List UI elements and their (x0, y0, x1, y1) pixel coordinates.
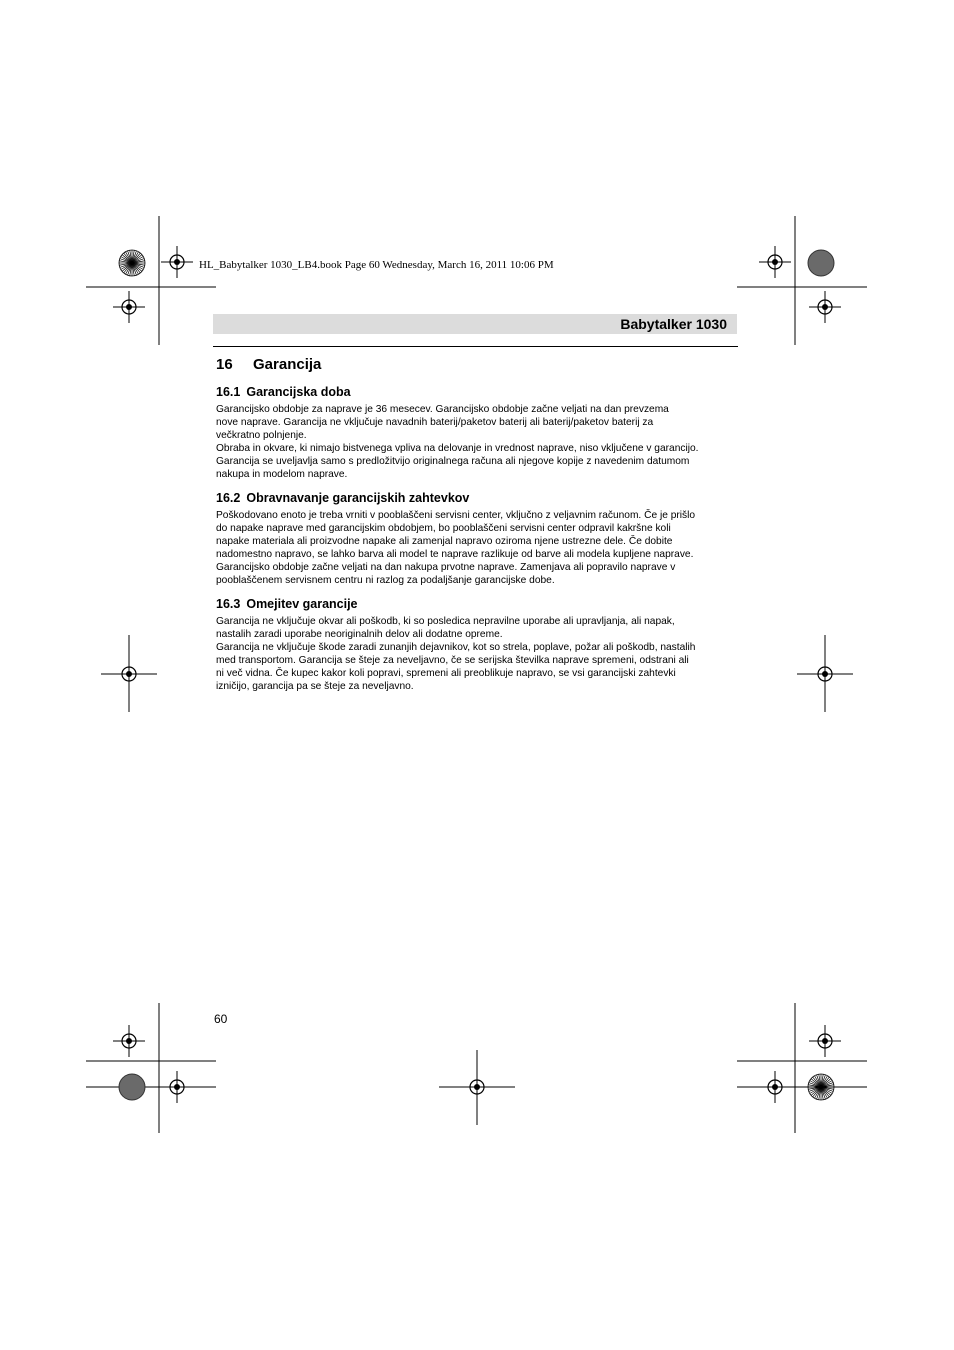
page-content (216, 356, 738, 703)
chapter-title: Garancija (253, 356, 322, 373)
print-slug: HL_Babytalker 1030_LB4.book Page 60 Wednesday, March 16, 2011 10:06 PM (199, 259, 554, 271)
starburst-mark-icon (119, 250, 145, 276)
crosshair-target-icon (759, 1071, 791, 1103)
running-header (213, 314, 737, 334)
text-line: Garancijsko obdobje za naprave je 36 mesecev. Garancijsko obdobje začne veljati na dan prevzema (216, 404, 669, 415)
header-rule (213, 346, 738, 347)
section-claims-handling (216, 491, 738, 587)
section-title: Garancijska doba (246, 385, 351, 399)
text-line: nakupa in modelom naprave. (216, 469, 348, 480)
section-body (216, 403, 738, 481)
crosshair-target-icon (809, 658, 841, 690)
section-heading (216, 385, 738, 399)
text-line: ni več vidna. Če kupec kakor koli popravi, spremeni ali preoblikuje napravo, se vsi garancijski zahtevki (216, 668, 676, 679)
text-line: pooblaščenem servisnem centru ni razlog za podaljšanje garancijske dobe. (216, 575, 555, 586)
section-number: 16.2 (216, 491, 241, 505)
section-number: 16.1 (216, 385, 241, 399)
crosshair-target-icon (161, 1071, 193, 1103)
gray-dot-mark-icon (808, 250, 834, 276)
section-title: Omejitev garancije (246, 597, 358, 611)
text-line: Garancija ne vključuje škode zaradi zunanjih dejavnikov, kot so strela, poplave, požar ali poškodb, nastalih (216, 642, 696, 653)
crosshair-target-icon (161, 246, 193, 278)
section-body (216, 615, 738, 693)
crosshair-target-icon (759, 246, 791, 278)
text-line: Obraba in okvare, ki nimajo bistvenega vpliva na delovanje in vrednost naprave, niso vključene v garancijo. (216, 443, 699, 454)
section-heading (216, 491, 738, 505)
crosshair-target-icon (809, 291, 841, 323)
text-line: večkratno polnjenje. (216, 430, 307, 441)
crosshair-target-icon (809, 1025, 841, 1057)
header-title: Babytalker 1030 (620, 316, 727, 332)
text-line: nove naprave. Garancija ne vključuje navadnih baterij/paketov baterij ali baterij/paketov baterij za (216, 417, 654, 428)
crosshair-target-icon (113, 291, 145, 323)
crosshair-target-icon (461, 1071, 493, 1103)
text-line: do napake naprave med garancijskim obdobjem, bo pooblaščeni servisni center odpravil kakršne koli (216, 523, 671, 534)
section-title: Obravnavanje garancijskih zahtevkov (246, 491, 470, 505)
section-warranty-period (216, 385, 738, 481)
section-heading (216, 597, 738, 611)
gray-dot-mark-icon (119, 1074, 145, 1100)
page-number: 60 (214, 1012, 228, 1026)
text-line: med transportom. Garancija se šteje za neveljavno, če se serijska številka naprave spremeni, odstrani ali (216, 655, 689, 666)
text-line: nastalih zaradi uporabe neoriginalnih delov ali dodatne opreme. (216, 629, 503, 640)
starburst-mark-icon (808, 1074, 834, 1100)
section-warranty-limits (216, 597, 738, 693)
text-line: Garancija ne vključuje okvar ali poškodb, ki so posledica nepravilne uporabe ali upravljanja, ali napak, (216, 616, 675, 627)
text-line: Garancijsko obdobje začne veljati na dan nakupa prvotne naprave. Zamenjava ali popravilo naprave v (216, 562, 676, 573)
chapter-heading (216, 356, 738, 373)
text-line: Garancija se uveljavlja samo s predložitvijo originalnega računa ali njegove kopije z navedenim datumom (216, 456, 690, 467)
text-line: izničijo, garancija pa se šteje za neveljavno. (216, 681, 414, 692)
crosshair-target-icon (113, 658, 145, 690)
crosshair-target-icon (113, 1025, 145, 1057)
text-line: napake materiala ali proizvodne napake ali zamenjal napravo oziroma njene ustrezne dele. Če dobite (216, 536, 673, 547)
section-body (216, 509, 738, 587)
section-number: 16.3 (216, 597, 241, 611)
chapter-number: 16 (216, 356, 233, 373)
text-line: Poškodovano enoto je treba vrniti v pooblaščeni servisni center, vključno z veljavnim računom. Če je prišlo (216, 510, 696, 521)
text-line: nadomestno napravo, se lahko barva ali model te naprave razlikuje od barve ali modela kupljene naprave. (216, 549, 694, 560)
